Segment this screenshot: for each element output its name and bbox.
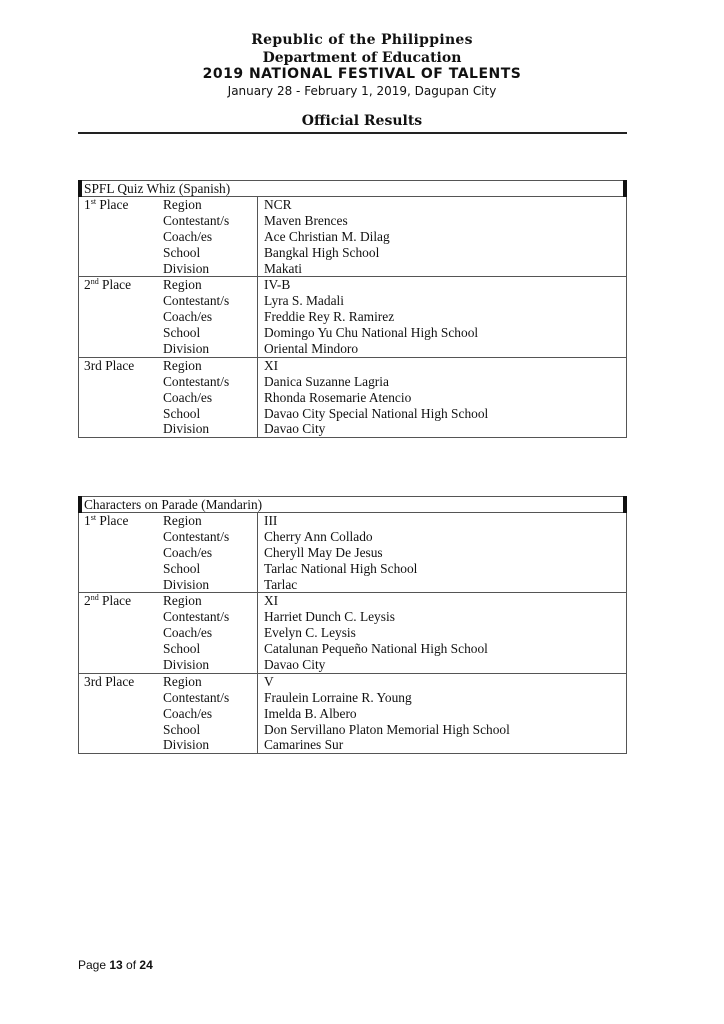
field-labels [163, 197, 258, 276]
header-festival-title: 2019 NATIONAL FESTIVAL OF TALENTS [202, 66, 522, 82]
field-value: Davao City Special National High School [264, 405, 489, 421]
place-row [79, 277, 626, 357]
field-value: Maven Brences [264, 212, 348, 228]
field-label: Contestant/s [163, 609, 230, 625]
field-value: Bangkal High School [264, 244, 380, 260]
field-label: Region [163, 197, 202, 212]
field-labels [163, 358, 258, 437]
footer-of: of [122, 958, 140, 972]
field-label: Coach/es [163, 389, 213, 405]
field-values [258, 358, 626, 437]
header-rule [78, 132, 627, 134]
event-table-spfl-quiz-whiz [78, 180, 627, 438]
field-value: Cherry Ann Collado [264, 528, 373, 544]
field-value: Imelda B. Albero [264, 705, 357, 721]
field-label: Region [163, 593, 202, 609]
header-date-venue: January 28 - February 1, 2019, Dagupan City [227, 84, 497, 98]
field-value: Tarlac National High School [264, 560, 418, 576]
field-label: Division [163, 341, 210, 357]
field-label: Coach/es [163, 625, 213, 641]
field-label: Region [163, 673, 202, 689]
field-labels [163, 674, 258, 753]
field-label: School [163, 721, 201, 737]
field-value: Oriental Mindoro [264, 341, 359, 357]
field-value: Catalunan Pequeño National High School [264, 641, 488, 657]
event-table-characters-on-parade [78, 496, 627, 754]
field-values [258, 513, 626, 592]
field-values [258, 593, 626, 672]
field-label: School [163, 641, 201, 657]
official-results-title: Official Results [301, 113, 423, 129]
field-label: Region [163, 277, 202, 293]
field-label: Division [163, 576, 210, 592]
field-labels [163, 593, 258, 672]
field-values [258, 674, 626, 753]
field-label: School [163, 325, 201, 341]
field-label: Contestant/s [163, 528, 230, 544]
field-value: Lyra S. Madali [264, 293, 344, 309]
field-value: NCR [264, 197, 292, 212]
field-labels [163, 513, 258, 592]
field-value: Davao City [264, 421, 326, 437]
field-value: III [264, 513, 278, 528]
header-republic: Republic of the Philippines [251, 32, 473, 48]
field-value: IV-B [264, 277, 291, 293]
field-label: Region [163, 513, 202, 528]
field-labels [163, 277, 258, 356]
field-value: Evelyn C. Leysis [264, 625, 356, 641]
field-label: Contestant/s [163, 373, 230, 389]
place-label: 2nd Place [84, 277, 132, 293]
place-label: 3rd Place [84, 357, 135, 373]
field-value: Domingo Yu Chu National High School [264, 325, 479, 341]
field-value: XI [264, 593, 279, 609]
field-label: Contestant/s [163, 293, 230, 309]
place-row [79, 358, 626, 437]
field-label: Division [163, 260, 210, 276]
page-footer [78, 958, 153, 972]
field-label: Division [163, 737, 210, 753]
header-department: Department of Education [262, 50, 462, 66]
field-value: Danica Suzanne Lagria [264, 373, 389, 389]
place-label: 3rd Place [84, 673, 135, 689]
field-value: Rhonda Rosemarie Atencio [264, 389, 412, 405]
place-row [79, 513, 626, 593]
field-label: School [163, 244, 201, 260]
field-label: Division [163, 421, 210, 437]
field-label: Contestant/s [163, 212, 230, 228]
field-label: Coach/es [163, 309, 213, 325]
field-value: Harriet Dunch C. Leysis [264, 609, 395, 625]
field-label: Contestant/s [163, 689, 230, 705]
field-label: School [163, 560, 201, 576]
place-row [79, 674, 626, 753]
field-value: Tarlac [264, 576, 298, 592]
field-value: Ace Christian M. Dilag [264, 228, 390, 244]
field-label: Coach/es [163, 228, 213, 244]
field-value: V [264, 673, 274, 689]
footer-page-total: 24 [139, 958, 153, 972]
place-row [79, 593, 626, 673]
field-values [258, 277, 626, 356]
event-title: SPFL Quiz Whiz (Spanish) [79, 181, 626, 197]
field-value: Fraulein Lorraine R. Young [264, 689, 412, 705]
place-label: 1st Place [84, 197, 129, 212]
field-value: Cheryll May De Jesus [264, 544, 383, 560]
event-title: Characters on Parade (Mandarin) [79, 497, 626, 513]
field-values [258, 197, 626, 276]
field-value: XI [264, 357, 279, 373]
footer-page-number: 13 [109, 958, 123, 972]
field-value: Camarines Sur [264, 737, 344, 753]
place-label: 1st Place [84, 513, 129, 528]
field-value: Makati [264, 260, 302, 276]
footer-prefix: Page [78, 958, 110, 972]
field-label: School [163, 405, 201, 421]
field-label: Division [163, 657, 210, 673]
field-label: Coach/es [163, 705, 213, 721]
field-value: Don Servillano Platon Memorial High School [264, 721, 510, 737]
field-value: Freddie Rey R. Ramirez [264, 309, 395, 325]
place-label: 2nd Place [84, 593, 132, 609]
field-label: Region [163, 357, 202, 373]
field-label: Coach/es [163, 544, 213, 560]
place-row [79, 197, 626, 277]
field-value: Davao City [264, 657, 326, 673]
